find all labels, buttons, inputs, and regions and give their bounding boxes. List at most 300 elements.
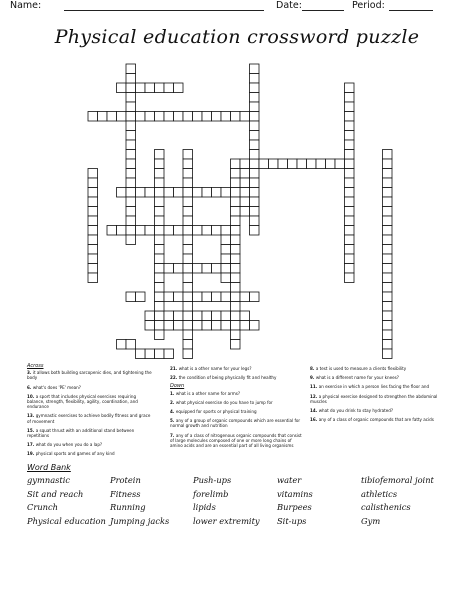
grid-cell[interactable]: [183, 330, 193, 340]
grid-cell[interactable]: [88, 235, 98, 245]
grid-cell[interactable]: [88, 112, 98, 122]
clue-number: 5.: [170, 418, 176, 424]
clue-number: 11.: [310, 384, 319, 390]
grid-cell[interactable]: [335, 159, 345, 169]
grid-cell[interactable]: [345, 207, 355, 217]
grid-cell[interactable]: [345, 197, 355, 207]
grid-cell[interactable]: [231, 283, 241, 293]
grid-cell[interactable]: [250, 188, 260, 198]
grid-cell[interactable]: [288, 159, 298, 169]
clue-item: [27, 394, 153, 410]
grid-cell[interactable]: [221, 188, 231, 198]
grid-cell[interactable]: [250, 64, 260, 74]
grid-cell[interactable]: [202, 311, 212, 321]
word-bank-item: tibiofemoral joint: [361, 475, 434, 485]
grid-cell[interactable]: [155, 283, 165, 293]
clue-text: physical sports and games of any kind: [35, 451, 115, 457]
clue-item: [170, 409, 302, 414]
grid-cell[interactable]: [221, 112, 231, 122]
grid-cell[interactable]: [183, 197, 193, 207]
grid-cell[interactable]: [174, 112, 184, 122]
grid-cell[interactable]: [183, 321, 193, 331]
grid-cell[interactable]: [183, 349, 193, 359]
grid-cell[interactable]: [117, 83, 127, 93]
grid-cell[interactable]: [155, 216, 165, 226]
grid-cell[interactable]: [269, 159, 279, 169]
grid-cell[interactable]: [383, 150, 393, 160]
grid-cell[interactable]: [155, 83, 165, 93]
grid-cell[interactable]: [183, 340, 193, 350]
grid-cell[interactable]: [155, 273, 165, 283]
grid-cell[interactable]: [345, 226, 355, 236]
grid-cell[interactable]: [383, 216, 393, 226]
clue-number: 6.: [27, 384, 33, 390]
grid-cell[interactable]: [98, 112, 108, 122]
grid-cell[interactable]: [183, 226, 193, 236]
grid-cell[interactable]: [278, 159, 288, 169]
grid-cell[interactable]: [107, 112, 117, 122]
grid-cell[interactable]: [250, 207, 260, 217]
grid-cell[interactable]: [231, 292, 241, 302]
grid-cell[interactable]: [155, 207, 165, 217]
grid-cell[interactable]: [183, 207, 193, 217]
grid-cell[interactable]: [250, 197, 260, 207]
grid-cell[interactable]: [155, 188, 165, 198]
grid-cell[interactable]: [221, 235, 231, 245]
grid-cell[interactable]: [345, 102, 355, 112]
clue-text: any of a group of organic compounds which are essential for normal growth and nutrition: [170, 418, 301, 429]
grid-cell[interactable]: [183, 273, 193, 283]
clue-number: 2.: [170, 399, 176, 405]
grid-cell[interactable]: [126, 121, 136, 131]
grid-cell[interactable]: [383, 311, 393, 321]
grid-cell[interactable]: [212, 311, 222, 321]
grid-cell[interactable]: [126, 197, 136, 207]
grid-cell[interactable]: [126, 64, 136, 74]
grid-cell[interactable]: [183, 311, 193, 321]
grid-cell[interactable]: [240, 188, 250, 198]
grid-cell[interactable]: [145, 112, 155, 122]
grid-cell[interactable]: [345, 264, 355, 274]
grid-cell[interactable]: [136, 188, 146, 198]
grid-cell[interactable]: [183, 159, 193, 169]
word-bank-item: Crunch: [27, 502, 58, 512]
grid-cell[interactable]: [155, 178, 165, 188]
grid-cell[interactable]: [164, 226, 174, 236]
clue-number: 10.: [27, 393, 36, 399]
grid-cell[interactable]: [316, 159, 326, 169]
grid-cell[interactable]: [155, 245, 165, 255]
down-heading: Down: [170, 383, 185, 390]
grid-cell[interactable]: [183, 292, 193, 302]
clue-number: 3.: [27, 370, 33, 376]
grid-cell[interactable]: [383, 264, 393, 274]
grid-cell[interactable]: [88, 264, 98, 274]
grid-cell[interactable]: [383, 302, 393, 312]
grid-cell[interactable]: [345, 169, 355, 179]
grid-cell[interactable]: [383, 321, 393, 331]
grid-cell[interactable]: [250, 292, 260, 302]
grid-cell[interactable]: [155, 226, 165, 236]
clue-text: an exercise in which a person lies facing the floor and: [318, 384, 430, 390]
grid-cell[interactable]: [202, 188, 212, 198]
clue-number: 17.: [27, 442, 36, 448]
grid-cell[interactable]: [231, 264, 241, 274]
grid-cell[interactable]: [155, 197, 165, 207]
grid-cell[interactable]: [231, 302, 241, 312]
grid-cell[interactable]: [231, 159, 241, 169]
word-bank-item: athletics: [361, 488, 398, 499]
grid-cell[interactable]: [164, 264, 174, 274]
grid-cell[interactable]: [193, 226, 203, 236]
grid-cell[interactable]: [126, 159, 136, 169]
grid-cell[interactable]: [183, 188, 193, 198]
grid-cell[interactable]: [383, 349, 393, 359]
grid-cell[interactable]: [126, 169, 136, 179]
clue-text: a squat thrust with an additional stand between repetitions: [27, 427, 135, 439]
grid-cell[interactable]: [136, 292, 146, 302]
grid-cell[interactable]: [231, 188, 241, 198]
grid-cell[interactable]: [345, 178, 355, 188]
grid-cell[interactable]: [155, 112, 165, 122]
grid-cell[interactable]: [345, 93, 355, 103]
grid-cell[interactable]: [297, 159, 307, 169]
grid-cell[interactable]: [250, 121, 260, 131]
grid-cell[interactable]: [164, 292, 174, 302]
clue-number: 13.: [27, 413, 36, 419]
page-title: Physical education crossword puzzle: [54, 26, 420, 48]
grid-cell[interactable]: [155, 321, 165, 331]
clue-number: 19.: [27, 451, 36, 457]
clue-item: [170, 366, 302, 371]
grid-cell[interactable]: [345, 131, 355, 141]
grid-cell[interactable]: [183, 302, 193, 312]
grid-cell[interactable]: [202, 264, 212, 274]
clue-number: 8.: [310, 366, 316, 371]
grid-cell[interactable]: [155, 169, 165, 179]
clue-item: [170, 391, 302, 396]
grid-cell[interactable]: [174, 264, 184, 274]
grid-cell[interactable]: [117, 226, 127, 236]
grid-cell[interactable]: [231, 245, 241, 255]
grid-cell[interactable]: [155, 292, 165, 302]
grid-cell[interactable]: [345, 245, 355, 255]
grid-cell[interactable]: [383, 197, 393, 207]
grid-cell[interactable]: [136, 349, 146, 359]
grid-cell[interactable]: [202, 112, 212, 122]
grid-cell[interactable]: [145, 83, 155, 93]
grid-cell[interactable]: [383, 169, 393, 179]
grid-cell[interactable]: [212, 264, 222, 274]
grid-cell[interactable]: [383, 159, 393, 169]
grid-cell[interactable]: [240, 112, 250, 122]
grid-cell[interactable]: [231, 197, 241, 207]
grid-cell[interactable]: [174, 188, 184, 198]
clue-item: [170, 418, 302, 428]
grid-cell[interactable]: [126, 74, 136, 84]
grid-cell[interactable]: [240, 292, 250, 302]
grid-cell[interactable]: [117, 188, 127, 198]
grid-cell[interactable]: [250, 93, 260, 103]
grid-cell[interactable]: [383, 245, 393, 255]
grid-cell[interactable]: [145, 188, 155, 198]
grid-cell[interactable]: [250, 321, 260, 331]
clue-text: what do you when you do a lap?: [35, 442, 103, 448]
grid-cell[interactable]: [202, 226, 212, 236]
grid-cell[interactable]: [164, 83, 174, 93]
grid-cell[interactable]: [183, 150, 193, 160]
grid-cell[interactable]: [231, 178, 241, 188]
grid-cell[interactable]: [88, 207, 98, 217]
grid-cell[interactable]: [345, 112, 355, 122]
grid-cell[interactable]: [164, 321, 174, 331]
word-bank-item: Push-ups: [193, 475, 232, 485]
word-bank-item: Fitness: [110, 488, 141, 499]
date-label: Date:: [276, 0, 302, 11]
grid-cell[interactable]: [117, 340, 127, 350]
grid-cell[interactable]: [88, 178, 98, 188]
clue-item: [310, 394, 444, 404]
grid-cell[interactable]: [231, 273, 241, 283]
grid-cell[interactable]: [193, 112, 203, 122]
clues-list-2a: [170, 366, 302, 380]
grid-cell[interactable]: [183, 178, 193, 188]
grid-cell[interactable]: [326, 159, 336, 169]
grid-cell[interactable]: [126, 226, 136, 236]
grid-cell[interactable]: [174, 311, 184, 321]
grid-cell[interactable]: [88, 254, 98, 264]
grid-cell[interactable]: [231, 330, 241, 340]
grid-cell[interactable]: [212, 112, 222, 122]
grid-cell[interactable]: [126, 131, 136, 141]
grid-cell[interactable]: [345, 121, 355, 131]
grid-cell[interactable]: [155, 264, 165, 274]
clues-column-2: [170, 366, 302, 452]
grid-cell[interactable]: [383, 330, 393, 340]
grid-cell[interactable]: [155, 302, 165, 312]
grid-cell[interactable]: [231, 340, 241, 350]
clue-number: 1.: [170, 390, 176, 396]
grid-cell[interactable]: [250, 169, 260, 179]
grid-cell[interactable]: [231, 321, 241, 331]
clue-number: 4.: [170, 409, 176, 415]
grid-cell[interactable]: [221, 245, 231, 255]
grid-cell[interactable]: [212, 292, 222, 302]
clue-number: 7.: [170, 432, 176, 438]
grid-cell[interactable]: [231, 311, 241, 321]
grid-cell[interactable]: [174, 226, 184, 236]
clue-item: [27, 442, 153, 447]
grid-cell[interactable]: [307, 159, 317, 169]
clue-item: [27, 451, 153, 456]
grid-cell[interactable]: [240, 321, 250, 331]
clue-text: what is a other name for arms?: [175, 390, 241, 396]
grid-cell[interactable]: [221, 226, 231, 236]
grid-cell[interactable]: [126, 216, 136, 226]
clue-item: [27, 428, 153, 438]
grid-cell[interactable]: [250, 102, 260, 112]
grid-cell[interactable]: [164, 188, 174, 198]
grid-cell[interactable]: [88, 273, 98, 283]
grid-cell[interactable]: [345, 254, 355, 264]
grid-cell[interactable]: [126, 150, 136, 160]
grid-cell[interactable]: [221, 264, 231, 274]
grid-cell[interactable]: [183, 264, 193, 274]
grid-cell[interactable]: [126, 188, 136, 198]
grid-cell[interactable]: [231, 254, 241, 264]
grid-cell[interactable]: [155, 150, 165, 160]
grid-cell[interactable]: [345, 150, 355, 160]
grid-cell[interactable]: [259, 159, 269, 169]
grid-cell[interactable]: [88, 216, 98, 226]
grid-cell[interactable]: [193, 188, 203, 198]
grid-cell[interactable]: [193, 311, 203, 321]
grid-cell[interactable]: [88, 197, 98, 207]
grid-cell[interactable]: [250, 112, 260, 122]
grid-cell[interactable]: [231, 226, 241, 236]
grid-cell[interactable]: [174, 321, 184, 331]
grid-cell[interactable]: [221, 321, 231, 331]
grid-cell[interactable]: [345, 235, 355, 245]
grid-cell[interactable]: [117, 112, 127, 122]
grid-cell[interactable]: [126, 112, 136, 122]
grid-cell[interactable]: [250, 178, 260, 188]
grid-cell[interactable]: [231, 235, 241, 245]
grid-cell[interactable]: [383, 178, 393, 188]
grid-cell[interactable]: [174, 83, 184, 93]
grid-cell[interactable]: [212, 321, 222, 331]
clue-text: what is a different name for your knees?: [315, 375, 399, 381]
grid-cell[interactable]: [250, 140, 260, 150]
grid-cell[interactable]: [145, 226, 155, 236]
grid-cell[interactable]: [221, 254, 231, 264]
grid-cell[interactable]: [345, 273, 355, 283]
grid-cell[interactable]: [240, 178, 250, 188]
grid-cell[interactable]: [250, 216, 260, 226]
grid-cell[interactable]: [183, 245, 193, 255]
grid-cell[interactable]: [383, 254, 393, 264]
grid-cell[interactable]: [221, 292, 231, 302]
clue-item: [310, 417, 444, 422]
grid-cell[interactable]: [126, 340, 136, 350]
grid-cell[interactable]: [136, 112, 146, 122]
grid-cell[interactable]: [345, 188, 355, 198]
grid-cell[interactable]: [231, 216, 241, 226]
grid-cell[interactable]: [126, 178, 136, 188]
grid-cell[interactable]: [193, 321, 203, 331]
grid-cell[interactable]: [240, 207, 250, 217]
grid-cell[interactable]: [383, 340, 393, 350]
grid-cell[interactable]: [183, 112, 193, 122]
grid-cell[interactable]: [345, 159, 355, 169]
grid-cell[interactable]: [164, 112, 174, 122]
grid-cell[interactable]: [231, 169, 241, 179]
grid-cell[interactable]: [212, 188, 222, 198]
grid-cell[interactable]: [345, 83, 355, 93]
grid-cell[interactable]: [250, 83, 260, 93]
grid-cell[interactable]: [240, 169, 250, 179]
grid-cell[interactable]: [221, 311, 231, 321]
word-bank-item: gymnastic: [27, 475, 71, 485]
word-bank-item: Running: [110, 502, 146, 512]
grid-cell[interactable]: [155, 235, 165, 245]
grid-cell[interactable]: [345, 140, 355, 150]
grid-cell[interactable]: [345, 216, 355, 226]
grid-cell[interactable]: [107, 226, 117, 236]
grid-cell[interactable]: [250, 226, 260, 236]
grid-cell[interactable]: [126, 292, 136, 302]
grid-cell[interactable]: [202, 321, 212, 331]
grid-cell[interactable]: [250, 131, 260, 141]
clues-list-3: [310, 366, 444, 422]
grid-cell[interactable]: [383, 292, 393, 302]
grid-cell[interactable]: [212, 226, 222, 236]
grid-cell[interactable]: [183, 169, 193, 179]
grid-cell[interactable]: [145, 321, 155, 331]
grid-cell[interactable]: [183, 283, 193, 293]
grid-cell[interactable]: [383, 235, 393, 245]
grid-cell[interactable]: [136, 83, 146, 93]
grid-cell[interactable]: [136, 226, 146, 236]
grid-cell[interactable]: [240, 197, 250, 207]
grid-cell[interactable]: [193, 264, 203, 274]
grid-cell[interactable]: [231, 207, 241, 217]
grid-cell[interactable]: [126, 140, 136, 150]
grid-cell[interactable]: [145, 349, 155, 359]
name-label: Name:: [10, 0, 42, 11]
grid-cell[interactable]: [183, 235, 193, 245]
grid-cell[interactable]: [383, 283, 393, 293]
grid-cell[interactable]: [155, 330, 165, 340]
grid-cell[interactable]: [88, 245, 98, 255]
grid-cell[interactable]: [145, 311, 155, 321]
grid-cell[interactable]: [183, 254, 193, 264]
clue-item: [310, 384, 444, 389]
grid-cell[interactable]: [193, 292, 203, 302]
clue-number: 14.: [310, 408, 319, 414]
grid-cell[interactable]: [88, 169, 98, 179]
grid-cell[interactable]: [126, 235, 136, 245]
grid-cell[interactable]: [250, 74, 260, 84]
grid-cell[interactable]: [183, 216, 193, 226]
grid-cell[interactable]: [221, 273, 231, 283]
grid-cell[interactable]: [250, 150, 260, 160]
grid-cell[interactable]: [155, 349, 165, 359]
grid-cell[interactable]: [240, 159, 250, 169]
grid-cell[interactable]: [383, 188, 393, 198]
grid-cell[interactable]: [164, 311, 174, 321]
grid-cell[interactable]: [383, 273, 393, 283]
grid-cell[interactable]: [126, 207, 136, 217]
clue-item: [310, 408, 444, 413]
grid-cell[interactable]: [155, 311, 165, 321]
grid-cell[interactable]: [126, 83, 136, 93]
grid-cell[interactable]: [88, 226, 98, 236]
grid-cell[interactable]: [202, 292, 212, 302]
grid-cell[interactable]: [126, 102, 136, 112]
grid-cell[interactable]: [155, 159, 165, 169]
grid-cell[interactable]: [250, 159, 260, 169]
grid-cell[interactable]: [240, 311, 250, 321]
grid-cell[interactable]: [88, 188, 98, 198]
grid-cell[interactable]: [383, 226, 393, 236]
grid-cell[interactable]: [126, 93, 136, 103]
grid-cell[interactable]: [174, 292, 184, 302]
grid-cell[interactable]: [383, 207, 393, 217]
grid-cell[interactable]: [164, 349, 174, 359]
grid-cell[interactable]: [155, 254, 165, 264]
grid-cell[interactable]: [231, 112, 241, 122]
